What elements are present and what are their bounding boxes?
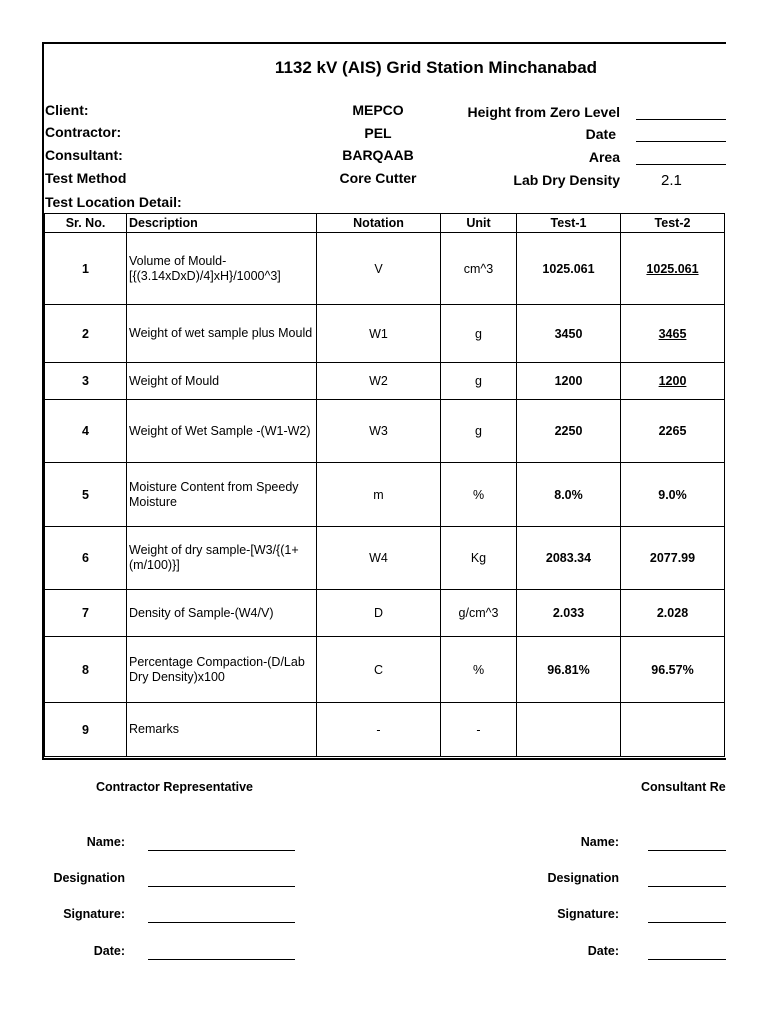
test-2-cell: 1200 — [621, 363, 725, 400]
height-blank-field — [636, 119, 726, 120]
notation-cell: C — [317, 637, 441, 703]
test-1-cell: 2.033 — [517, 590, 621, 637]
test-1-cell: 1200 — [517, 363, 621, 400]
lab-dry-density-label: Lab Dry Density — [513, 172, 620, 188]
unit-cell: g — [441, 400, 517, 463]
sr-no-cell: 6 — [45, 527, 127, 590]
test-2-cell — [621, 703, 725, 757]
table-row — [45, 590, 725, 637]
col-header-description: Description — [127, 214, 317, 233]
sr-no-cell: 2 — [45, 305, 127, 363]
consultant-name-field — [648, 850, 726, 851]
col-header-test-1: Test-1 — [517, 214, 621, 233]
notation-cell: W3 — [317, 400, 441, 463]
test-1-cell: 8.0% — [517, 463, 621, 527]
consultant-representative-heading: Consultant Re — [641, 780, 726, 794]
test-1-cell: 3450 — [517, 305, 621, 363]
table-row — [45, 703, 725, 757]
consultant-signature-field — [648, 922, 726, 923]
unit-cell: g — [441, 305, 517, 363]
unit-cell: - — [441, 703, 517, 757]
table-header-row — [45, 214, 725, 233]
consultant-value: BARQAAB — [342, 147, 414, 163]
unit-cell: g/cm^3 — [441, 590, 517, 637]
test-1-cell — [517, 703, 621, 757]
description-cell: Volume of Mould-[{(3.14xDxD)/4]xH}/1000^3] — [127, 233, 317, 305]
table-row — [45, 305, 725, 363]
table-row — [45, 463, 725, 527]
col-header-unit: Unit — [441, 214, 517, 233]
description-cell: Density of Sample-(W4/V) — [127, 590, 317, 637]
test-1-cell: 96.81% — [517, 637, 621, 703]
contractor-name-field — [148, 850, 295, 851]
contractor-name-label: Name: — [86, 835, 125, 849]
notation-cell: W1 — [317, 305, 441, 363]
contractor-value: PEL — [364, 125, 392, 141]
table-row — [45, 363, 725, 400]
client-value: MEPCO — [352, 102, 404, 118]
test-2-cell: 96.57% — [621, 637, 725, 703]
description-cell: Weight of dry sample-[W3/{(1+(m/100)}] — [127, 527, 317, 590]
contractor-date-label: Date: — [93, 944, 125, 958]
description-cell: Weight of Mould — [127, 363, 317, 400]
area-label: Area — [588, 149, 620, 165]
sr-no-cell: 8 — [45, 637, 127, 703]
sr-no-cell: 9 — [45, 703, 127, 757]
consultant-designation-field — [648, 886, 726, 887]
col-header-sr-no: Sr. No. — [45, 214, 127, 233]
contractor-date-field — [148, 959, 295, 960]
test-method-value: Core Cutter — [339, 170, 417, 186]
client-label: Client: — [45, 102, 89, 118]
table-row — [45, 637, 725, 703]
test-results-table — [44, 213, 725, 757]
report-title: 1132 kV (AIS) Grid Station Minchanabad — [274, 58, 598, 77]
test-1-cell: 2250 — [517, 400, 621, 463]
col-header-notation: Notation — [317, 214, 441, 233]
contractor-designation-label: Designation — [53, 871, 125, 885]
sr-no-cell: 7 — [45, 590, 127, 637]
contractor-representative-heading: Contractor Representative — [96, 780, 253, 794]
sr-no-cell: 4 — [45, 400, 127, 463]
description-cell: Weight of Wet Sample -(W1-W2) — [127, 400, 317, 463]
notation-cell: D — [317, 590, 441, 637]
consultant-signature-label: Signature: — [557, 907, 619, 921]
date-label: Date — [585, 126, 616, 142]
test-1-cell: 1025.061 — [517, 233, 621, 305]
lab-dry-density-value: 2.1 — [661, 172, 682, 189]
frame-top-border — [42, 42, 726, 44]
frame-bottom-border — [42, 758, 726, 760]
consultant-date-field — [648, 959, 726, 960]
test-2-cell: 2077.99 — [621, 527, 725, 590]
consultant-name-label: Name: — [580, 835, 619, 849]
col-header-test-2: Test-2 — [621, 214, 725, 233]
sr-no-cell: 1 — [45, 233, 127, 305]
unit-cell: g — [441, 363, 517, 400]
contractor-signature-field — [148, 922, 295, 923]
test-2-cell: 2265 — [621, 400, 725, 463]
consultant-designation-label: Designation — [547, 871, 619, 885]
description-cell: Weight of wet sample plus Mould — [127, 305, 317, 363]
table-row — [45, 233, 725, 305]
test-method-label: Test Method — [45, 170, 127, 186]
test-2-cell: 2.028 — [621, 590, 725, 637]
description-cell: Percentage Compaction-(D/Lab Dry Density)x100 — [127, 637, 317, 703]
test-2-cell: 1025.061 — [621, 233, 725, 305]
table-row — [45, 527, 725, 590]
unit-cell: % — [441, 637, 517, 703]
test-2-cell: 9.0% — [621, 463, 725, 527]
notation-cell: V — [317, 233, 441, 305]
contractor-signature-label: Signature: — [63, 907, 125, 921]
consultant-date-label: Date: — [587, 944, 619, 958]
sr-no-cell: 3 — [45, 363, 127, 400]
sr-no-cell: 5 — [45, 463, 127, 527]
notation-cell: W4 — [317, 527, 441, 590]
notation-cell: W2 — [317, 363, 441, 400]
test-2-cell: 3465 — [621, 305, 725, 363]
description-cell: Moisture Content from Speedy Moisture — [127, 463, 317, 527]
test-location-label: Test Location Detail: — [45, 194, 182, 210]
notation-cell: m — [317, 463, 441, 527]
area-blank-field — [636, 164, 726, 165]
table-row — [45, 400, 725, 463]
description-cell: Remarks — [127, 703, 317, 757]
notation-cell: - — [317, 703, 441, 757]
unit-cell: Kg — [441, 527, 517, 590]
date-blank-field — [636, 141, 726, 142]
contractor-label: Contractor: — [45, 124, 122, 140]
contractor-designation-field — [148, 886, 295, 887]
unit-cell: cm^3 — [441, 233, 517, 305]
test-1-cell: 2083.34 — [517, 527, 621, 590]
unit-cell: % — [441, 463, 517, 527]
consultant-label: Consultant: — [45, 147, 123, 163]
height-from-zero-label: Height from Zero Level — [467, 104, 620, 120]
